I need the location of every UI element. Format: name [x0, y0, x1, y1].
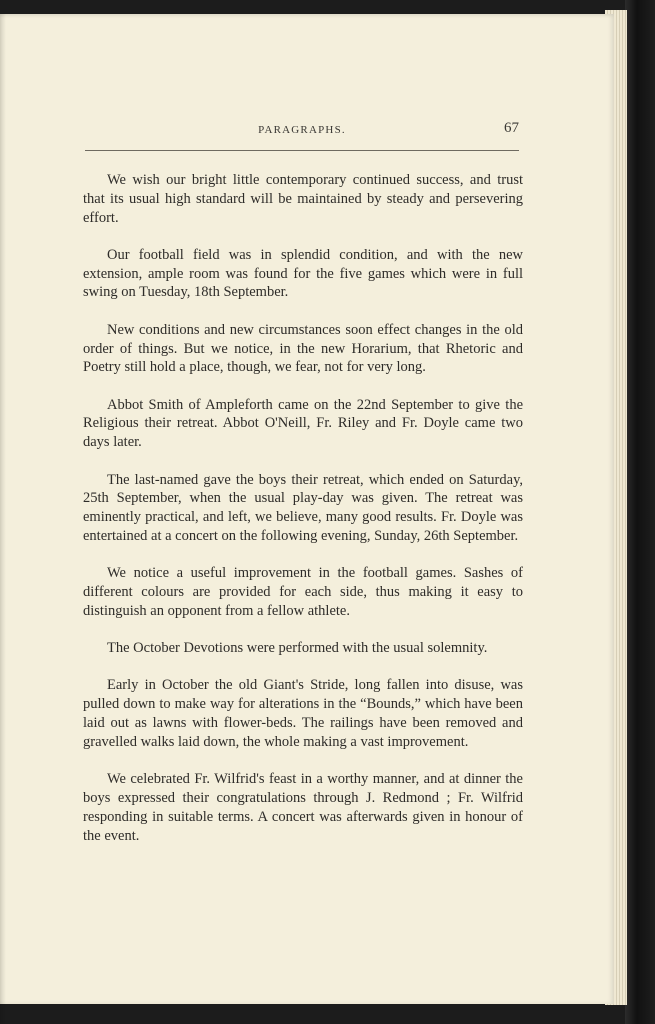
body-text	[83, 171, 523, 864]
paragraph: We notice a useful improvement in the football games. Sashes of different colours are provided for each side, thus making it easy to distinguish an opponent from a fellow athlete.	[83, 565, 523, 619]
page	[0, 14, 614, 1004]
paragraph: New conditions and new circumstances soon effect changes in the old order of things. But we notice, in the new Horarium, that Rhetoric and Poetry still hold a place, though, we fear, not for very long.	[83, 321, 523, 376]
paragraph: The October Devotions were performed with the usual solemnity.	[107, 640, 488, 657]
book-binding	[625, 0, 655, 1024]
paragraph: The last-named gave the boys their retreat, which ended on Saturday, 25th September, when the usual play-day was given. The retreat was eminently practical, and left, we believe, many good results. Fr. Doyle was entertained at a concert on the following evening, Sunday, 26th September.	[83, 471, 523, 544]
running-head-title: PARAGRAPHS.	[258, 124, 346, 136]
paragraph: Our football field was in splendid condition, and with the new extension, ample room was found for the five games which were in full swing on Tuesday, 18th September.	[83, 246, 523, 301]
paragraph: Abbot Smith of Ampleforth came on the 22nd September to give the Religious their retreat. Abbot O'Neill, Fr. Riley and Fr. Doyle came two days later.	[83, 396, 523, 451]
gutter-shadow	[0, 14, 6, 1024]
page-number: 67	[504, 120, 519, 136]
paragraph: We wish our bright little contemporary continued success, and trust that its usual high standard will be maintained by steady and persevering effort.	[83, 172, 523, 226]
paragraph: We celebrated Fr. Wilfrid's feast in a worthy manner, and at dinner the boys expressed their congratulations through J. Redmond ; Fr. Wilfrid responding in suitable terms. A concert was afterwards given in honour of the event.	[83, 771, 523, 844]
running-head	[85, 118, 519, 151]
paragraph: Early in October the old Giant's Stride, long fallen into disuse, was pulled down to make way for alterations in the “Bounds,” which have been laid out as lawns with flower-beds. The railings have been removed and gravelled walks laid down, the whole making a vast improvement.	[83, 677, 523, 750]
